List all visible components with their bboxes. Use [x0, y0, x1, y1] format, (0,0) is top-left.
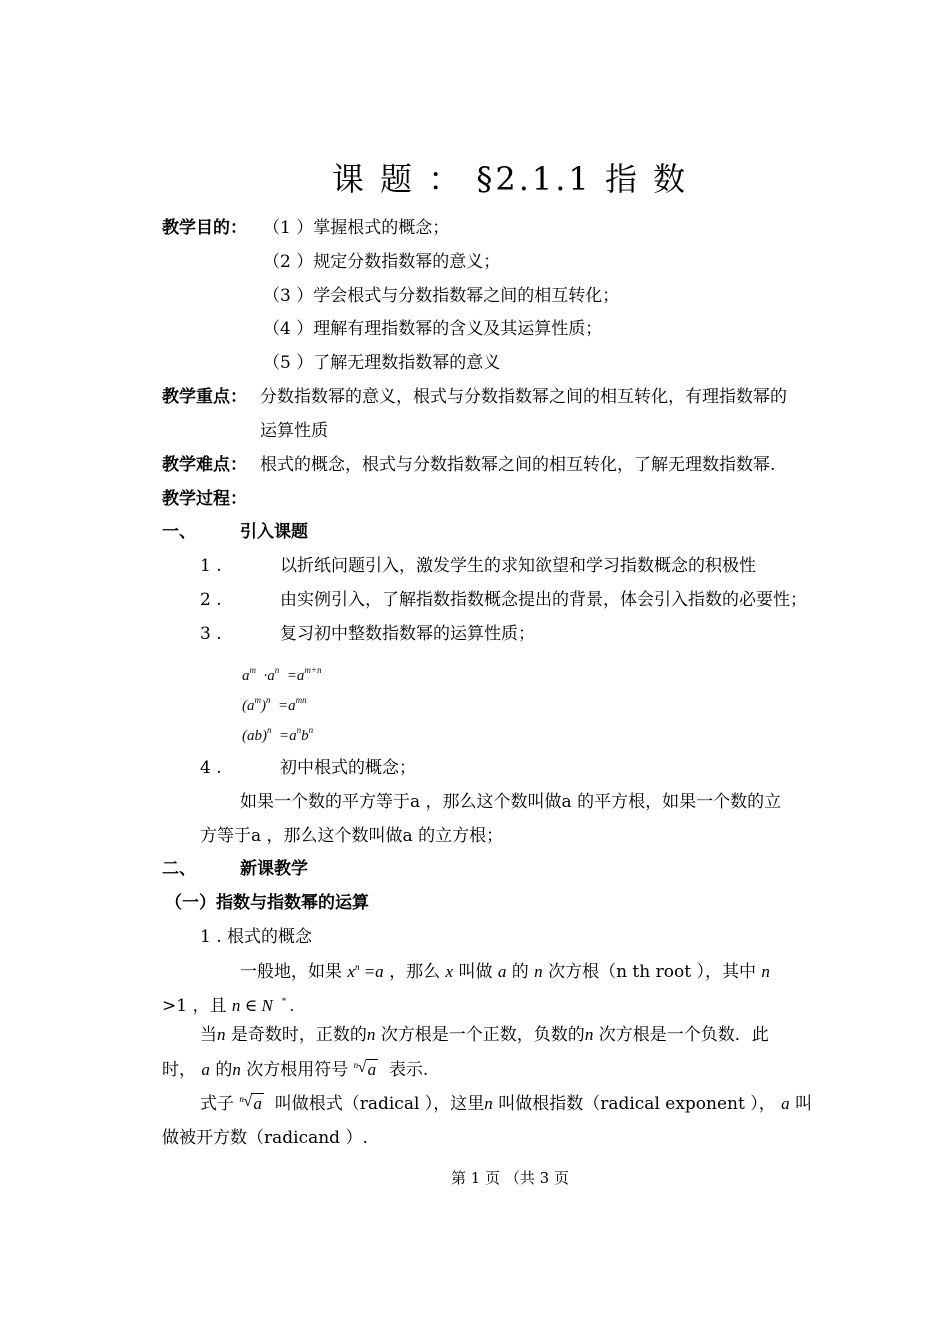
- list-item-number: 3 .: [200, 624, 222, 644]
- text-run: 的: [511, 962, 529, 982]
- text-run: 叫做根指数（radical exponent ），: [498, 1094, 776, 1114]
- subsection-item: 1 . 根式的概念: [200, 927, 313, 947]
- objective-4: （4 ）理解有理指数幂的含义及其运算性质；: [263, 319, 603, 339]
- paragraph-line: 方等于a ，那么这个数叫做a 的立方根；: [200, 826, 504, 846]
- math-n: n: [584, 1025, 594, 1044]
- objective-2: （2 ）规定分数指数幂的意义；: [263, 252, 501, 272]
- math-a: a: [497, 962, 507, 981]
- text-run: 次方根用符号: [246, 1060, 349, 1080]
- paragraph-line: 如果一个数的平方等于a ，那么这个数叫做a 的平方根，如果一个数的立: [240, 792, 782, 812]
- formula-product-rule: $a^m \cdot a^n =a^{m+n}$: [242, 665, 322, 684]
- text-run: 叫做根式（radical ），这里: [274, 1094, 485, 1114]
- difficulties-text: 根式的概念，根式与分数指数幂之间的相互转化，了解无理数指数幂.: [260, 455, 776, 475]
- paragraph-line: [162, 1060, 428, 1080]
- text-run: 次方根是一个正数，负数的: [380, 1025, 585, 1045]
- list-item-number: 1 .: [200, 556, 222, 576]
- math-n: n: [232, 1060, 241, 1079]
- text-run: ，那么: [389, 962, 441, 982]
- text-run: 叫: [795, 1094, 813, 1114]
- section-1-number: 一、: [162, 522, 196, 542]
- math-a: a: [781, 1094, 790, 1113]
- list-item: 复习初中整数指数幂的运算性质；: [280, 624, 535, 644]
- text-run: 表示.: [388, 1060, 429, 1080]
- nth-root-symbol: n √ a: [239, 1093, 262, 1113]
- paragraph-line: [200, 1025, 769, 1045]
- text-run: 一般地，如果: [240, 962, 342, 982]
- paragraph-line: 做被开方数（radicand ）.: [162, 1128, 368, 1148]
- paragraph-line: [200, 1094, 812, 1114]
- math-n: n: [366, 1025, 376, 1044]
- math-n: n: [484, 1094, 493, 1113]
- text-run: 时，: [162, 1060, 196, 1080]
- process-label: 教学过程：: [162, 489, 247, 509]
- text-run: 当: [200, 1025, 217, 1045]
- list-item-number: 4 .: [200, 758, 222, 778]
- formula-product-power-rule: $(ab)^n =a^nb^n$: [242, 725, 314, 744]
- formula-power-rule: $(a^m)^n =a^{mn}$: [242, 695, 307, 714]
- section-2-number: 二、: [162, 859, 196, 879]
- text-run: 次方根是一个负数．此: [598, 1025, 769, 1045]
- list-item: 以折纸问题引入，激发学生的求知欲望和学习指数概念的积极性: [280, 556, 756, 576]
- math-a: a: [201, 1060, 210, 1079]
- section-2-title: 新课教学: [240, 859, 308, 879]
- paragraph-line: [240, 957, 770, 982]
- subsection-title: （一）指数与指数幂的运算: [165, 893, 369, 913]
- math-x-power-n-equals-a: $x^n =a$: [347, 962, 384, 981]
- objective-3: （3 ）学会根式与分数指数幂之间的相互转化；: [263, 286, 620, 306]
- text-run: 叫做: [458, 962, 493, 982]
- list-item: 初中根式的概念；: [280, 758, 416, 778]
- paragraph-line: [162, 991, 294, 1016]
- key-points-line-2: 运算性质: [260, 421, 328, 441]
- text-run: >1 ，且: [162, 996, 227, 1016]
- page-title: 课 题 ： §2.1.1 指 数: [331, 160, 689, 198]
- key-points-label: 教学重点：: [162, 387, 247, 407]
- page-footer: 第 1 页 （共 3 页: [451, 1169, 569, 1187]
- key-points-line-1: 分数指数幂的意义，根式与分数指数幂之间的相互转化，有理指数幂的: [260, 387, 787, 407]
- objective-1: （1 ）掌握根式的概念；: [263, 218, 450, 238]
- section-1-title: 引入课题: [240, 522, 308, 542]
- text-run: 次方根（n th root ），其中: [548, 962, 756, 982]
- text-run: 是奇数时，正数的: [230, 1025, 367, 1045]
- math-n: n: [761, 962, 770, 981]
- objectives-label: 教学目的：: [162, 218, 247, 238]
- text-run: 式子: [200, 1094, 234, 1114]
- list-item: 由实例引入，了解指数指数概念提出的背景，体会引入指数的必要性；: [280, 590, 807, 610]
- objective-5: （5 ）了解无理数指数幂的意义: [263, 353, 501, 373]
- list-item-number: 2 .: [200, 590, 222, 610]
- math-n-in-n-star: n ∈ N * .: [231, 996, 295, 1015]
- math-x: x: [445, 962, 454, 981]
- nth-root-symbol: n √ a: [353, 1059, 377, 1079]
- math-n: n: [534, 962, 543, 981]
- text-run: 的: [215, 1060, 233, 1080]
- math-n: n: [217, 1025, 226, 1044]
- difficulties-label: 教学难点：: [162, 455, 247, 475]
